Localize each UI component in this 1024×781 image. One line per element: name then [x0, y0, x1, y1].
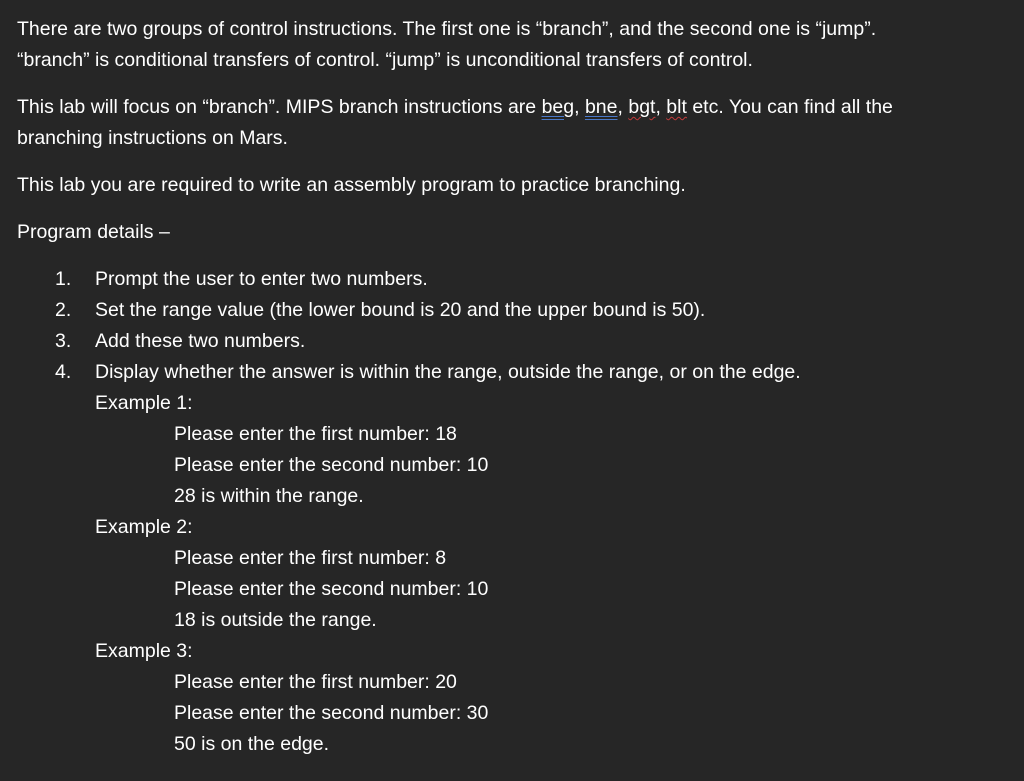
- example-line: Please enter the second number: 10: [174, 578, 489, 600]
- focus-line-2: branching instructions on Mars.: [17, 127, 288, 149]
- example-line: 18 is outside the range.: [174, 609, 377, 631]
- steps-list: [17, 264, 1010, 388]
- list-number: 1.: [55, 268, 72, 290]
- example-line: Please enter the first number: 20: [174, 671, 457, 693]
- example-line: 28 is within the range.: [174, 485, 364, 507]
- intro-paragraph: [17, 14, 1010, 76]
- example-line: Please enter the first number: 18: [174, 423, 457, 445]
- focus-suffix: etc. You can find all the: [686, 96, 893, 118]
- example-1: [17, 388, 1010, 512]
- example-line: Please enter the second number: 30: [174, 702, 489, 724]
- example-title: Example 1:: [95, 392, 193, 414]
- intro-line-1: There are two groups of control instructions. The first one is “branch”, and the second one is “jump”.: [17, 18, 877, 40]
- example-3: [17, 636, 1010, 760]
- list-item-text: Display whether the answer is within the range, outside the range, or on the edge.: [95, 361, 801, 383]
- focus-prefix: This lab will focus on “branch”. MIPS branch instructions are: [17, 96, 542, 118]
- example-line: Please enter the first number: 8: [174, 547, 447, 569]
- list-item: [17, 357, 1010, 388]
- list-number: 4.: [55, 361, 72, 383]
- list-item: [17, 264, 1010, 295]
- instruction-beg: beg: [541, 96, 575, 118]
- required-paragraph: This lab you are required to write an assembly program to practice branching.: [17, 174, 686, 196]
- instruction-blt: blt: [666, 96, 687, 118]
- example-line: 50 is on the edge.: [174, 733, 330, 755]
- instruction-bgt: bgt: [628, 96, 656, 118]
- instruction-bne: bne: [584, 96, 618, 118]
- intro-line-2: “branch” is conditional transfers of control. “jump” is unconditional transfers of control.: [17, 49, 753, 71]
- list-item-text: Add these two numbers.: [95, 330, 306, 352]
- details-title: Program details –: [17, 221, 170, 243]
- example-line: Please enter the second number: 10: [174, 454, 489, 476]
- list-item: [17, 295, 1010, 326]
- example-2: [17, 512, 1010, 636]
- focus-paragraph: [17, 92, 1010, 154]
- list-number: 3.: [55, 330, 72, 352]
- example-title: Example 3:: [95, 640, 193, 662]
- list-item: [17, 326, 1010, 357]
- list-item-text: Prompt the user to enter two numbers.: [95, 268, 428, 290]
- list-item-text: Set the range value (the lower bound is 20 and the upper bound is 50).: [95, 299, 706, 321]
- example-title: Example 2:: [95, 516, 193, 538]
- separator: ,: [574, 96, 585, 118]
- list-number: 2.: [55, 299, 72, 321]
- separator: ,: [655, 96, 667, 118]
- separator: ,: [617, 96, 629, 118]
